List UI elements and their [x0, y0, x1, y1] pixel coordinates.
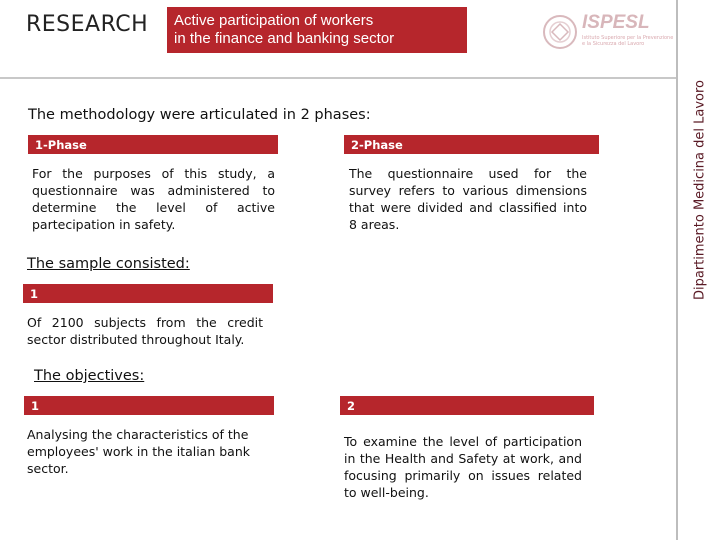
objective-2-text: To examine the level of participation in the Health and Safety at work, and focusing primarily on issues related to well-being. — [344, 434, 582, 500]
sample-heading: The sample consisted: — [27, 256, 190, 272]
sample-text: Of 2100 subjects from the credit sector distributed throughout Italy. — [27, 315, 263, 347]
title-line-2: in the finance and banking sector — [174, 30, 395, 47]
sidebar-divider — [676, 0, 678, 540]
objective-1-bar: 1 — [24, 396, 274, 415]
department-label: Dipartimento Medicina del Lavoro — [692, 79, 708, 301]
objective-2-bar: 2 — [340, 396, 594, 415]
logo-text: ISPESL — [582, 12, 650, 33]
methodology-heading: The methodology were articulated in 2 phases: — [28, 107, 371, 123]
phase-1-bar: 1-Phase — [28, 135, 278, 154]
title-banner — [167, 7, 467, 53]
objectives-heading: The objectives: — [34, 368, 145, 384]
header-divider — [0, 77, 676, 79]
title-line-1: Active participation of workers — [174, 12, 374, 29]
logo-subtext: Istituto Superiore per la Prevenzione e la Sicurezza del Lavoro — [582, 35, 674, 47]
phase-1-text: For the purposes of this study, a questionnaire was administered to determine the level of active partecipation in safety. — [32, 166, 275, 232]
research-label: RESEARCH — [26, 12, 149, 37]
objective-1-text: Analysing the characteristics of the employees' work in the italian bank sector. — [27, 427, 250, 476]
phase-2-text: The questionnaire used for the survey refers to various dimensions that were divided and classified into 8 areas. — [349, 166, 587, 232]
ispesl-logo — [540, 12, 674, 52]
sample-bar: 1 — [23, 284, 273, 303]
phase-2-bar: 2-Phase — [344, 135, 599, 154]
